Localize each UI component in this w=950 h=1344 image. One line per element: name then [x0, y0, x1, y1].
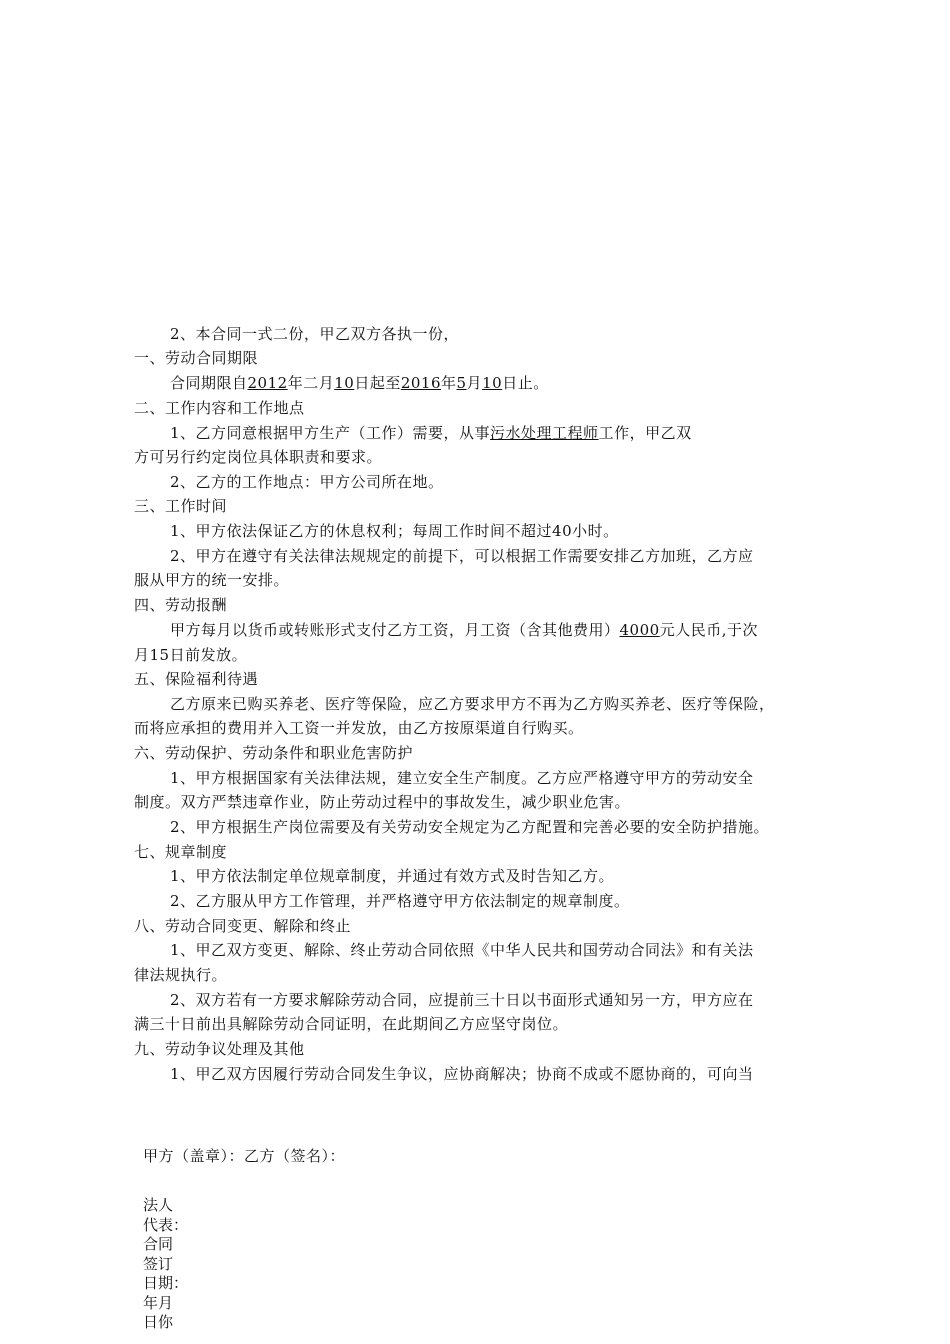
dispute-clause-1: 1、甲乙双方因履行劳动合同发生争议，应协商解决；协商不成或不愿协商的，可向当 — [170, 1065, 754, 1083]
signature-line: 年月 — [143, 1293, 174, 1312]
change-clause-2-cont: 满三十日前出具解除劳动合同证明，在此期间乙方应坚守岗位。 — [134, 1015, 569, 1033]
end-day: 10 — [482, 374, 503, 392]
heading-work-content: 二、工作内容和工作地点 — [134, 399, 305, 417]
heading-contract-term: 一、劳动合同期限 — [134, 349, 259, 367]
insurance-clause-cont: 而将应承担的费用并入工资一并发放，由乙方按原渠道自行购买。 — [134, 719, 584, 737]
heading-insurance: 五、保险福利待遇 — [134, 670, 259, 688]
time-clause-2: 2、甲方在遵守有关法律法规规定的前提下，可以根据工作需要安排乙方加班，乙方应 — [170, 547, 754, 565]
change-clause-2: 2、双方若有一方要求解除劳动合同，应提前三十日以书面形式通知另一方，甲方应在 — [170, 991, 754, 1009]
protection-clause-1: 1、甲方根据国家有关法律法规，建立安全生产制度。乙方应严格遵守甲方的劳动安全 — [170, 769, 754, 787]
protection-clause-1-cont: 制度。双方严禁违章作业，防止劳动过程中的事故发生，减少职业危害。 — [134, 793, 631, 811]
start-day: 10 — [334, 374, 355, 392]
contract-term-line: 合同期限自2012年二月10日起至2016年5月10日止。 — [170, 374, 549, 392]
signature-line: 代表： — [143, 1215, 189, 1234]
signature-parties: 甲方（盖章）：乙方（签名）： — [143, 1147, 346, 1165]
heading-rules: 七、规章制度 — [134, 843, 228, 861]
rules-clause-2: 2、乙方服从甲方工作管理，并严格遵守甲方依法制定的规章制度。 — [170, 892, 630, 910]
time-clause-2-cont: 服从甲方的统一安排。 — [134, 571, 290, 589]
signature-line: 日期： — [143, 1274, 189, 1292]
signature-line: 法人 — [143, 1196, 174, 1214]
clause-copies: 2、本合同一式二份，甲乙双方各执一份， — [170, 325, 460, 343]
work-clause-2: 2、乙方的工作地点：甲方公司所在地。 — [170, 473, 444, 491]
heading-protection: 六、劳动保护、劳动条件和职业危害防护 — [134, 744, 414, 762]
protection-clause-2: 2、甲方根据生产岗位需要及有关劳动安全规定为乙方配置和完善必要的安全防护措施。 — [170, 818, 770, 836]
insurance-clause: 乙方原来已购买养老、医疗等保险，应乙方要求甲方不再为乙方购买养老、医疗等保险， — [170, 695, 775, 713]
heading-work-time: 三、工作时间 — [134, 497, 228, 515]
change-clause-1-cont: 律法规执行。 — [134, 966, 228, 984]
job-title: 污水处理工程师 — [490, 424, 599, 442]
heading-pay: 四、劳动报酬 — [134, 596, 228, 614]
work-clause-1: 1、乙方同意根据甲方生产（工作）需要，从事污水处理工程师工作，甲乙双 — [170, 424, 692, 442]
start-year: 2012 — [247, 374, 288, 392]
signature-block — [143, 1196, 189, 1333]
heading-change: 八、劳动合同变更、解除和终止 — [134, 917, 352, 935]
signature-line: 日你 — [143, 1313, 174, 1331]
rules-clause-1: 1、甲方依法制定单位规章制度，并通过有效方式及时告知乙方。 — [170, 867, 615, 885]
signature-line: 签订 — [143, 1254, 174, 1273]
monthly-salary: 4000 — [619, 621, 660, 639]
change-clause-1: 1、甲乙双方变更、解除、终止劳动合同依照《中华人民共和国劳动合同法》和有关法 — [170, 941, 754, 959]
pay-clause-cont: 月15日前发放。 — [134, 646, 248, 664]
work-clause-1-cont: 方可另行约定岗位具体职责和要求。 — [134, 448, 383, 466]
pay-clause: 甲方每月以货币或转账形式支付乙方工资，月工资（含其他费用）4000元人民币,于次 — [170, 621, 758, 639]
signature-line: 合同 — [143, 1235, 174, 1253]
heading-dispute: 九、劳动争议处理及其他 — [134, 1040, 305, 1058]
time-clause-1: 1、甲方依法保证乙方的休息权利；每周工作时间不超过40小时。 — [170, 522, 619, 540]
end-year: 2016 — [400, 374, 442, 392]
end-month: 5 — [456, 374, 467, 392]
